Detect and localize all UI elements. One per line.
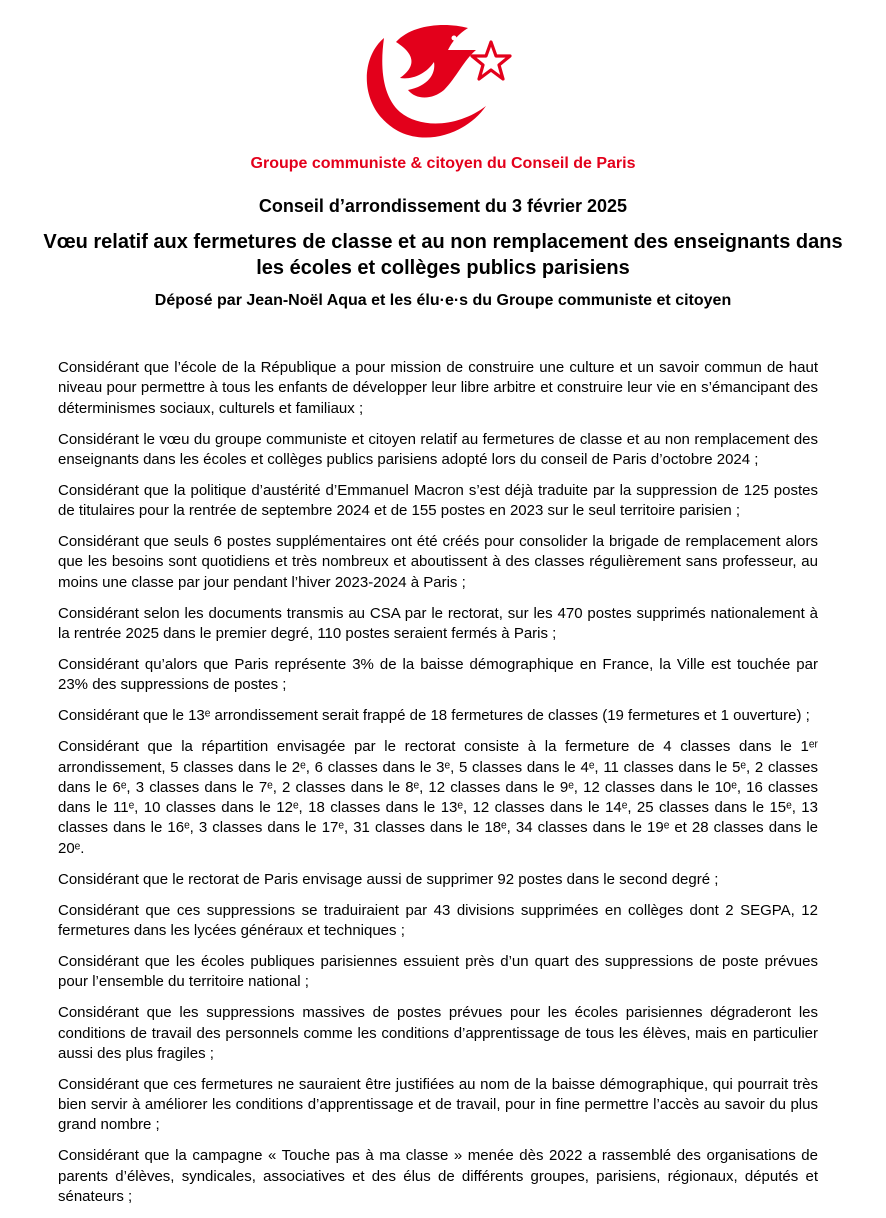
considerant-paragraph: Considérant que la politique d’austérité d’Emmanuel Macron s’est déjà traduite par la suppression de 125 postes de titulaires pour la rentrée de septembre 2024 et de 155 postes en 2023 sur le seul territoire parisien ; [58,481,818,520]
considerant-paragraph: Considérant que ces suppressions se traduiraient par 43 divisions supprimées en collèges dont 2 SEGPA, 12 fermetures dans les lycées généraux et techniques ; [58,901,818,940]
considerants-list [58,358,818,1218]
considerant-paragraph: Considérant que la campagne « Touche pas à ma classe » menée dès 2022 a rassemblé des organisations de parents d’élèves, syndicales, associatives et des élus de différents groupes, parisiens, régionaux, députés et sénateurs ; [58,1147,818,1206]
considerant-paragraph: Considérant que le 13ᵉ arrondissement serait frappé de 18 fermetures de classes (19 fermetures et 1 ouverture) ; [58,707,810,725]
considerant-paragraph: Considérant le vœu du groupe communiste et citoyen relatif au fermetures de classe et au non remplacement des enseignants dans les écoles et collèges publics parisiens adopté lors du conseil de Paris d’octobre 2024 ; [58,430,818,468]
considerant-paragraph: Considérant selon les documents transmis au CSA par le rectorat, sur les 470 postes supprimés nationalement à la rentrée 2025 dans le premier degré, 110 postes seraient fermés à Paris ; [58,604,818,643]
considerant-paragraph: Considérant que seuls 6 postes supplémentaires ont été créés pour consolider la brigade de remplacement alors que les besoins sont quotidiens et très nombreux et aboutissent à des classes régulièrement sans professeur, au moins une classe par jour pendant l’hiver 2023-2024 à Paris ; [58,533,818,591]
considerant-paragraph: Considérant que le rectorat de Paris envisage aussi de supprimer 92 postes dans le second degré ; [58,870,719,888]
deposed-by: Déposé par Jean-Noël Aqua et les élu·e·s du Groupe communiste et citoyen [154,292,732,309]
page-title: Vœu relatif aux fermetures de classe et au non remplacement des enseignants dans les écoles et collèges publics parisiens [43,231,843,279]
considerant-paragraph: Considérant que les écoles publiques parisiennes essuient près d’un quart des suppressions de poste prévues pour l’ensemble du territoire national ; [58,953,818,991]
dove-star-logo-icon [356,20,516,142]
considerant-paragraph: Considérant qu’alors que Paris représente 3% de la baisse démographique en France, la Ville est touchée par 23% des suppressions de postes ; [58,656,818,694]
considerant-paragraph: Considérant que l’école de la République a pour mission de construire une culture et un savoir commun de haut niveau pour permettre à tous les enfants de développer leur libre arbitre et construire leur vie en s’émancipant des déterminismes sociaux, culturels et familiaux ; [58,359,818,417]
considerant-paragraph: Considérant que les suppressions massives de postes prévues pour les écoles parisiennes dégraderont les conditions de travail des personnels comme les conditions d’apprentissage de tous les élèves, mais en particulier aussi des plus fragiles ; [58,1004,818,1062]
considerant-paragraph: Considérant que la répartition envisagée par le rectorat consiste à la fermeture de 4 classes dans le 1ᵉʳ arrondissement, 5 classes dans le 2ᵉ, 6 classes dans le 3ᵉ, 5 classes dans le 4ᵉ, 11 classes dans le 5ᵉ, 2 classes dans le 6ᵉ, 3 classes dans le 7ᵉ, 2 classes dans le 8ᵉ, 12 classes dans le 9ᵉ, 12 classes dans le 10ᵉ, 16 classes dans le 11ᵉ, 10 classes dans le 12ᵉ, 18 classes dans le 13ᵉ, 12 classes dans le 14ᵉ, 25 classes dans le 15ᵉ, 13 classes dans le 16ᵉ, 3 classes dans le 17ᵉ, 31 classes dans le 18ᵉ, 34 classes dans le 19ᵉ et 28 classes dans le 20ᵉ. [58,738,818,857]
org-name: Groupe communiste & citoyen du Conseil de Paris [250,155,636,172]
council-date: Conseil d’arrondissement du 3 février 2025 [258,196,628,216]
considerant-paragraph: Considérant que ces fermetures ne sauraient être justifiées au nom de la baisse démographique, qui pourrait très bien servir à améliorer les conditions d’apprentissage et de travail, pour in fine permettre l’accès au savoir du plus grand nombre ; [58,1075,818,1134]
